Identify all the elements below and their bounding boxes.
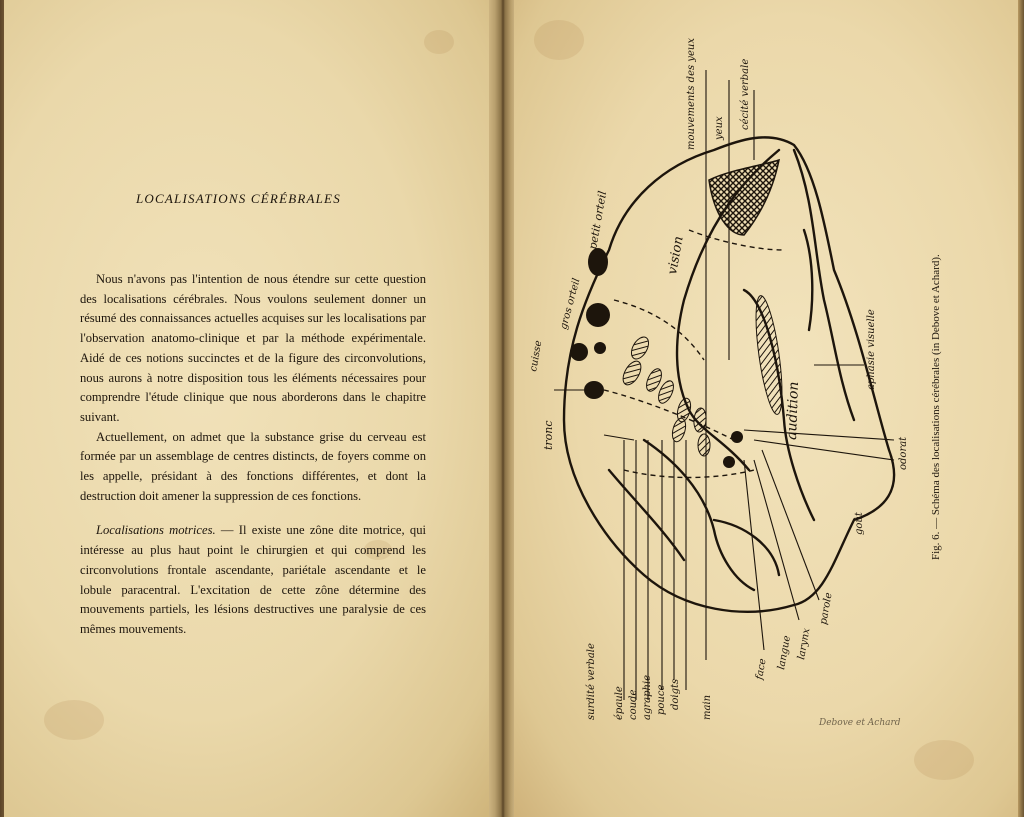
zone-boundary xyxy=(614,300,704,360)
motor-centres xyxy=(570,248,743,468)
body-text xyxy=(80,270,426,640)
label-vision: vision xyxy=(665,235,687,276)
spot-tronc xyxy=(584,381,604,399)
gyrus-line xyxy=(644,440,754,590)
paragraph-localisations-motrices xyxy=(80,521,426,639)
right-page xyxy=(514,0,1020,817)
label-audition: audition xyxy=(784,381,803,441)
gyrus-line xyxy=(804,230,812,330)
label-mouvements: mouvements des yeux xyxy=(686,38,697,150)
gyrus-line xyxy=(714,520,779,575)
audition-zone xyxy=(751,294,788,416)
spot-face xyxy=(723,456,735,468)
zone-boundary xyxy=(624,470,754,478)
label-doigts: doigts xyxy=(670,678,681,710)
label-face: face xyxy=(754,657,769,681)
label-agraphie: agraphie xyxy=(642,674,653,720)
book-gutter xyxy=(489,0,517,817)
section-text: — Il existe une zône dite motrice, qui intéresse au plus haut point le chirurgien et qui comprend les circonvolutions frontale ascendante, pariétale ascendante et le lobule paracentral. L'excitation de cette zône détermine des mouvements partiels, les lésions destructives une paralysie de ces mêmes mouvements. xyxy=(80,523,426,636)
label-parole: parole xyxy=(818,591,835,626)
paper-stain xyxy=(424,30,454,54)
figure-caption xyxy=(930,220,944,560)
left-page xyxy=(4,0,493,817)
spot-cuisse xyxy=(570,343,588,361)
paper-stain xyxy=(44,700,104,740)
label-odorat: odorat xyxy=(898,436,909,470)
label-surdite-verbale: surdité verbale xyxy=(586,643,597,720)
section-title: Localisations motrices. xyxy=(96,523,216,538)
running-head: LOCALISATIONS CÉRÉBRALES xyxy=(136,191,341,206)
gyrus-line xyxy=(794,150,854,420)
label-epaule: épaule xyxy=(614,686,625,720)
label-petit-orteil: petit orteil xyxy=(586,189,610,251)
pencil-note: Debove et Achard xyxy=(819,718,901,728)
spot-jambe xyxy=(594,342,606,354)
label-aphasie-visuelle: aphasie visuelle xyxy=(866,309,877,390)
label-pouce: pouce xyxy=(656,684,667,715)
brain-localisation-diagram xyxy=(514,0,1020,817)
label-main: main xyxy=(702,694,713,720)
label-gout: goût xyxy=(854,512,865,535)
page-edge xyxy=(1018,0,1024,817)
label-yeux: yeux xyxy=(714,116,725,140)
label-larynx: larynx xyxy=(796,627,813,661)
label-gros-orteil: gros orteil xyxy=(558,277,583,331)
label-langue: langue xyxy=(776,634,793,671)
label-cuisse: cuisse xyxy=(528,339,545,373)
vision-zone xyxy=(709,160,779,235)
label-coude: coude xyxy=(628,689,639,720)
paragraph-substance-grise: Actuellement, on admet que la substance grise du cerveau est formée par un assemblage de centres distincts, de foyers comme on les appelle, présidant à des fonctions différentes, et dont la destruction doit amener la suppression de ces fonctions. xyxy=(80,429,426,503)
spot-gros-orteil xyxy=(586,303,610,327)
figure-caption-text: Fig. 6. — Schéma des localisations cérébrales (in Debove et Achard). xyxy=(930,254,942,560)
spot-langue xyxy=(731,431,743,443)
label-cecite-verbale: cécité verbale xyxy=(740,58,751,130)
gyrus-line xyxy=(609,470,684,560)
spot-petit-orteil xyxy=(588,248,608,276)
label-tronc: tronc xyxy=(542,420,555,450)
paragraph-intro: Nous n'avons pas l'intention de nous étendre sur cette question des localisations cérébrales. Nous voulons seulement donner un résumé des connaissances actuelles acquises sur les localisations par l'observation anatomo-clinique et par la méthode expérimentale. Aidé de ces notions succinctes et de la figure des circonvolutions, nous aurons à notre disposition tous les éléments nécessaires pour comprendre l'étude clinique que nous aborderons dans le chapitre suivant. xyxy=(80,272,426,424)
